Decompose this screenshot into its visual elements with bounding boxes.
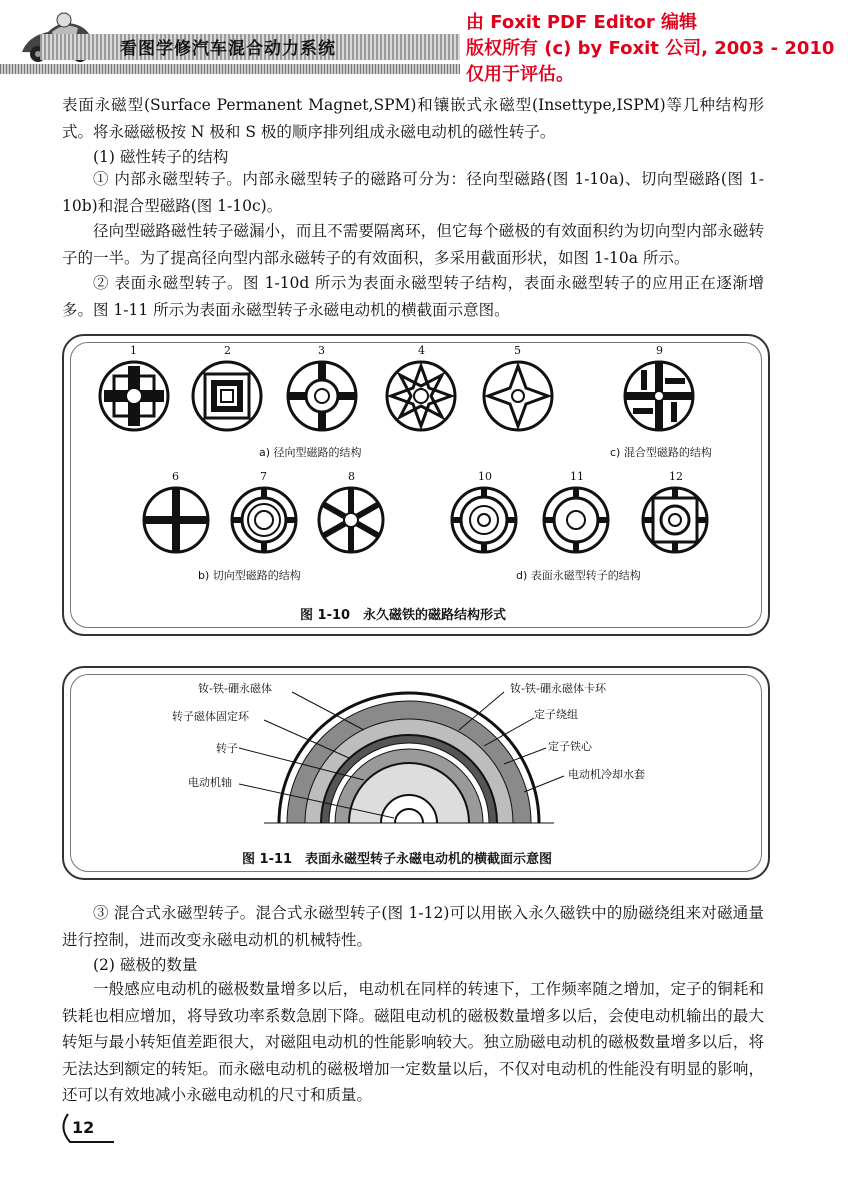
watermark-line-1: 由 Foxit PDF Editor 编辑 <box>466 12 698 33</box>
rotor-number: 9 <box>656 344 663 357</box>
label-cooling-jacket: 电动机冷却水套 <box>568 768 645 781</box>
rotor-10 <box>452 488 516 552</box>
paragraph-3: ① 内部永磁型转子。内部永磁型转子的磁路可分为：径向型磁路(图 1-10a)、切向型磁路(图 1-10b)和混合型磁路(图 1-10c)。 <box>62 170 764 215</box>
rotor-diagrams <box>64 336 768 634</box>
paragraph-1: 表面永磁型(Surface Permanent Magnet,SPM)和镶嵌式永磁型(Insettype,ISPM)等几种结构形式。将永磁磁极按 N 极和 S 极的顺序排列组成永磁电动机的磁性转子。 <box>62 96 764 141</box>
rotor-12 <box>643 488 707 552</box>
header-rule <box>0 64 460 74</box>
figure-1-11-caption: 图 1-11 表面永磁型转子永磁电动机的横截面示意图 <box>242 852 553 867</box>
motor-cross-section <box>64 668 768 878</box>
watermark-line-3: 仅用于评估。 <box>466 64 574 85</box>
paragraph-2: (1) 磁性转子的结构 <box>93 148 229 166</box>
label-magnet-clip-ring: 钕-铁-硼永磁体卡环 <box>510 682 606 695</box>
paragraph-6: ③ 混合式永磁型转子。混合式永磁型转子(图 1-12)可以用嵌入永久磁铁中的励磁绕组来对磁通量进行控制，进而改变永磁电动机的机械特性。 <box>62 904 764 949</box>
running-title: 看图学修汽车混合动力系统 <box>120 39 336 59</box>
rotor-number: 4 <box>418 344 425 357</box>
rotor-number: 12 <box>669 470 683 483</box>
label-stator-winding: 定子绕组 <box>534 708 578 721</box>
figure-1-10-caption: 图 1-10 永久磁铁的磁路结构形式 <box>300 608 507 623</box>
rotor-3 <box>288 362 356 430</box>
rotor-number: 2 <box>224 344 231 357</box>
rotor-number: 3 <box>318 344 325 357</box>
label-magnet-retaining-ring: 转子磁体固定环 <box>172 710 249 723</box>
label-motor-shaft: 电动机轴 <box>188 776 232 789</box>
paragraph-8: 一般感应电动机的磁极数量增多以后，电动机在同样的转速下，工作频率随之增加，定子的铜耗和铁耗也相应增加，将导致功率系数急剧下降。磁阻电动机的磁极数量增多以后，会使电动机输出的最大转矩与最小转矩值差距很大，对磁阻电动机的性能影响较大。独立励磁电动机的磁极数量增多以后，将无法达到额定的转矩。而永磁电动机的磁极增加一定数量以后，不仅对电动机的性能没有明显的影响，还可以有效地减小永磁电动机的尺寸和质量。 <box>62 980 764 1104</box>
paragraph-4: 径向型磁路磁性转子磁漏小，而且不需要隔离环，但它每个磁极的有效面积约为切向型内部永磁转子的一半。为了提高径向型内部永磁转子的有效面积，多采用截面形状，如图 1-10a 所示。 <box>62 222 764 267</box>
rotor-11 <box>544 488 608 552</box>
rotor-1 <box>100 362 168 430</box>
watermark-line-2: 版权所有 (c) by Foxit 公司, 2003 - 2010 <box>466 38 835 59</box>
caption-b: b) 切向型磁路的结构 <box>198 569 301 582</box>
page-header <box>0 0 848 90</box>
rotor-number: 1 <box>130 344 137 357</box>
rotor-5 <box>484 362 552 430</box>
rotor-number: 10 <box>478 470 492 483</box>
label-rotor: 转子 <box>216 742 238 755</box>
figure-1-11 <box>62 666 770 880</box>
rotor-7 <box>232 488 296 552</box>
label-stator-core: 定子铁心 <box>548 740 592 753</box>
rotor-number: 8 <box>348 470 355 483</box>
rotor-6 <box>144 488 208 552</box>
rotor-number: 5 <box>514 344 521 357</box>
rotor-8 <box>319 488 383 552</box>
caption-c: c) 混合型磁路的结构 <box>610 446 712 459</box>
rotor-number: 6 <box>172 470 179 483</box>
page-number: 12 <box>72 1118 95 1137</box>
figure-1-10 <box>62 334 770 636</box>
rotor-number: 11 <box>570 470 584 483</box>
rotor-9 <box>625 362 693 430</box>
rotor-number: 7 <box>260 470 267 483</box>
rotor-2 <box>193 362 261 430</box>
paragraph-5: ② 表面永磁型转子。图 1-10d 所示为表面永磁型转子结构，表面永磁型转子的应用正在逐渐增多。图 1-11 所示为表面永磁型转子永磁电动机的横截面示意图。 <box>62 274 764 319</box>
paragraph-7: (2) 磁极的数量 <box>93 956 198 974</box>
rotor-4 <box>387 362 455 430</box>
caption-d: d) 表面永磁型转子的结构 <box>516 569 641 582</box>
label-ndfeb-magnet: 钕-铁-硼永磁体 <box>198 682 272 695</box>
caption-a: a) 径向型磁路的结构 <box>259 446 362 459</box>
foxit-watermark <box>466 10 834 88</box>
